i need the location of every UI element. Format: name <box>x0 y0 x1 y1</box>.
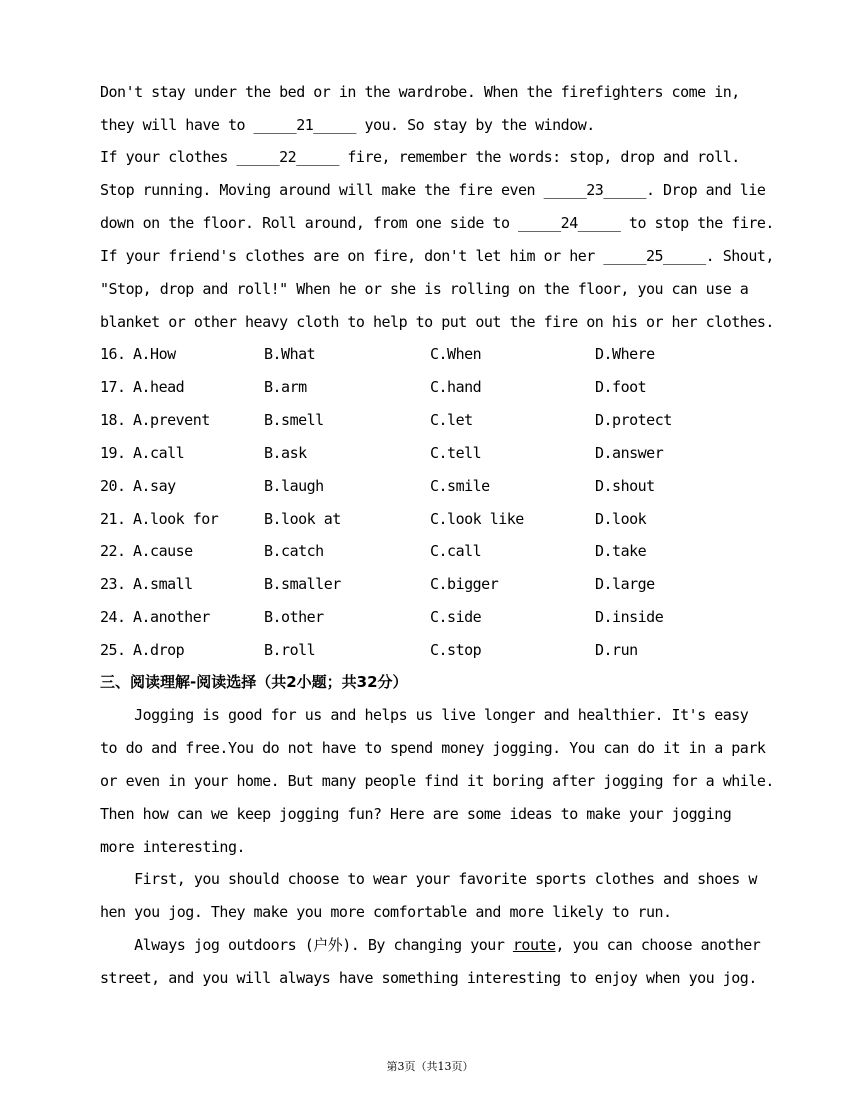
underlined-word: route <box>512 936 556 954</box>
option-a: A.How <box>133 345 176 363</box>
option-d: D.foot <box>595 378 647 396</box>
question-number: 25. <box>100 641 126 659</box>
option-d: D.inside <box>595 608 664 626</box>
reading-text: Always jog outdoors (户外). By changing your <box>100 936 513 954</box>
option-b: B.look at <box>264 510 341 528</box>
option-b: B.What <box>264 345 316 363</box>
reading-text: , you can choose another <box>555 936 761 954</box>
reading-line <box>100 935 780 955</box>
option-d: D.look <box>595 510 647 528</box>
question-number: 22. <box>100 542 126 560</box>
option-a: A.small <box>133 575 193 593</box>
option-d: D.answer <box>595 444 664 462</box>
option-b: B.laugh <box>264 477 324 495</box>
question-number: 19. <box>100 444 126 462</box>
option-a: A.look for <box>133 510 219 528</box>
passage-line: Stop running. Moving around will make the fire even _____23_____. Drop and lie <box>100 181 766 199</box>
question-row <box>100 607 780 627</box>
option-c: C.stop <box>430 641 482 659</box>
passage-line: blanket or other heavy cloth to help to put out the fire on his or her clothes. <box>100 313 774 331</box>
passage-line: If your clothes _____22_____ fire, remember the words: stop, drop and roll. <box>100 148 740 166</box>
option-c: C.call <box>430 542 482 560</box>
option-c: C.let <box>430 411 473 429</box>
question-row <box>100 640 780 660</box>
option-a: A.prevent <box>133 411 210 429</box>
passage-line: Don't stay under the bed or in the wardrobe. When the firefighters come in, <box>100 83 740 101</box>
page-footer: 第3页（共13页） <box>386 1060 474 1073</box>
option-b: B.smell <box>264 411 324 429</box>
option-b: B.roll <box>264 641 316 659</box>
question-row <box>100 443 780 463</box>
question-row <box>100 476 780 496</box>
option-c: C.smile <box>430 477 490 495</box>
reading-line: street, and you will always have something interesting to enjoy when you jog. <box>100 969 757 987</box>
option-b: B.catch <box>264 542 324 560</box>
question-row <box>100 377 780 397</box>
passage-line: "Stop, drop and roll!" When he or she is rolling on the floor, you can use a <box>100 280 749 298</box>
option-d: D.shout <box>595 477 655 495</box>
reading-line: Then how can we keep jogging fun? Here are some ideas to make your jogging <box>100 805 732 823</box>
option-a: A.drop <box>133 641 185 659</box>
question-number: 21. <box>100 510 126 528</box>
passage-line: down on the floor. Roll around, from one side to _____24_____ to stop the fire. <box>100 214 774 232</box>
question-number: 16. <box>100 345 126 363</box>
question-row <box>100 344 780 364</box>
option-c: C.look like <box>430 510 524 528</box>
option-d: D.large <box>595 575 655 593</box>
question-number: 23. <box>100 575 126 593</box>
option-c: C.tell <box>430 444 482 462</box>
option-d: D.run <box>595 641 638 659</box>
option-a: A.head <box>133 378 185 396</box>
option-a: A.say <box>133 477 176 495</box>
option-d: D.Where <box>595 345 655 363</box>
option-b: B.arm <box>264 378 307 396</box>
option-b: B.ask <box>264 444 307 462</box>
option-a: A.another <box>133 608 210 626</box>
reading-line: more interesting. <box>100 838 246 856</box>
passage-line: If your friend's clothes are on fire, don't let him or her _____25_____. Shout, <box>100 247 774 265</box>
option-c: C.hand <box>430 378 482 396</box>
passage-line: they will have to _____21_____ you. So stay by the window. <box>100 116 595 134</box>
reading-line: First, you should choose to wear your favorite sports clothes and shoes w <box>100 870 757 888</box>
question-row <box>100 541 780 561</box>
reading-line: to do and free.You do not have to spend money jogging. You can do it in a park <box>100 739 766 757</box>
question-number: 24. <box>100 608 126 626</box>
reading-line: hen you jog. They make you more comfortable and more likely to run. <box>100 903 672 921</box>
option-c: C.When <box>430 345 482 363</box>
question-number: 17. <box>100 378 126 396</box>
option-c: C.side <box>430 608 482 626</box>
question-number: 18. <box>100 411 126 429</box>
option-a: A.call <box>133 444 185 462</box>
option-d: D.protect <box>595 411 672 429</box>
question-row <box>100 574 780 594</box>
option-c: C.bigger <box>430 575 499 593</box>
section-heading: 三、阅读理解-阅读选择（共2小题；共32分） <box>100 673 408 691</box>
question-row <box>100 509 780 529</box>
reading-line: Jogging is good for us and helps us live longer and healthier. It's easy <box>100 706 749 724</box>
option-b: B.smaller <box>264 575 341 593</box>
option-b: B.other <box>264 608 324 626</box>
question-row <box>100 410 780 430</box>
option-d: D.take <box>595 542 647 560</box>
option-a: A.cause <box>133 542 193 560</box>
question-number: 20. <box>100 477 126 495</box>
reading-line: or even in your home. But many people find it boring after jogging for a while. <box>100 772 774 790</box>
